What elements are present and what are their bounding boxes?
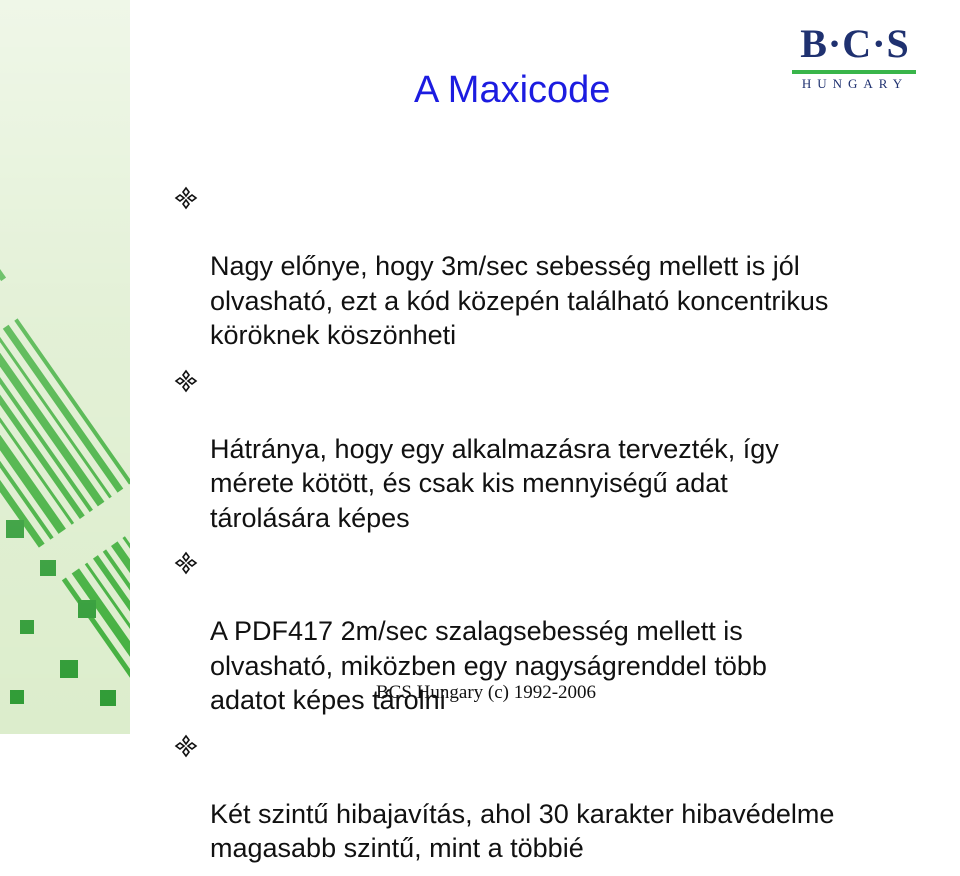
logo-wordmark: B·C·S xyxy=(800,21,910,66)
barcode-pattern-decoration xyxy=(0,0,130,734)
slide-title: A Maxicode xyxy=(414,69,611,111)
bcs-hungary-logo xyxy=(790,22,920,92)
diamond-bullet-icon xyxy=(174,369,198,393)
bullet-item xyxy=(174,363,960,536)
bullet-item xyxy=(174,180,960,353)
diamond-bullet-icon xyxy=(174,186,198,210)
bullet-item xyxy=(174,728,960,866)
decorative-sidebar xyxy=(0,0,130,734)
bullet-text: Két szintű hibajavítás, ahol 30 karakter hibavédelme magasabb szintű, mint a többié xyxy=(210,798,835,863)
bullet-list xyxy=(174,180,960,876)
slide-footer: BCS Hungary (c) 1992-2006 xyxy=(376,682,597,703)
bullet-text: A PDF417 2m/sec szalagsebesség mellett is olvasható, miközben egy nagyságrenddel több adatot képes tárolni xyxy=(210,616,767,715)
logo-underline xyxy=(792,70,916,74)
diamond-bullet-icon xyxy=(174,734,198,758)
logo-subtext: HUNGARY xyxy=(801,76,909,91)
diamond-bullet-icon xyxy=(174,551,198,575)
bullet-text: Hátránya, hogy egy alkalmazásra tervezték, így mérete kötött, és csak kis mennyiségű adat tárolására képes xyxy=(210,433,779,533)
bullet-text: Nagy előnye, hogy 3m/sec sebesség mellett is jól olvasható, ezt a kód közepén található koncentrikus köröknek köszönheti xyxy=(210,251,829,350)
